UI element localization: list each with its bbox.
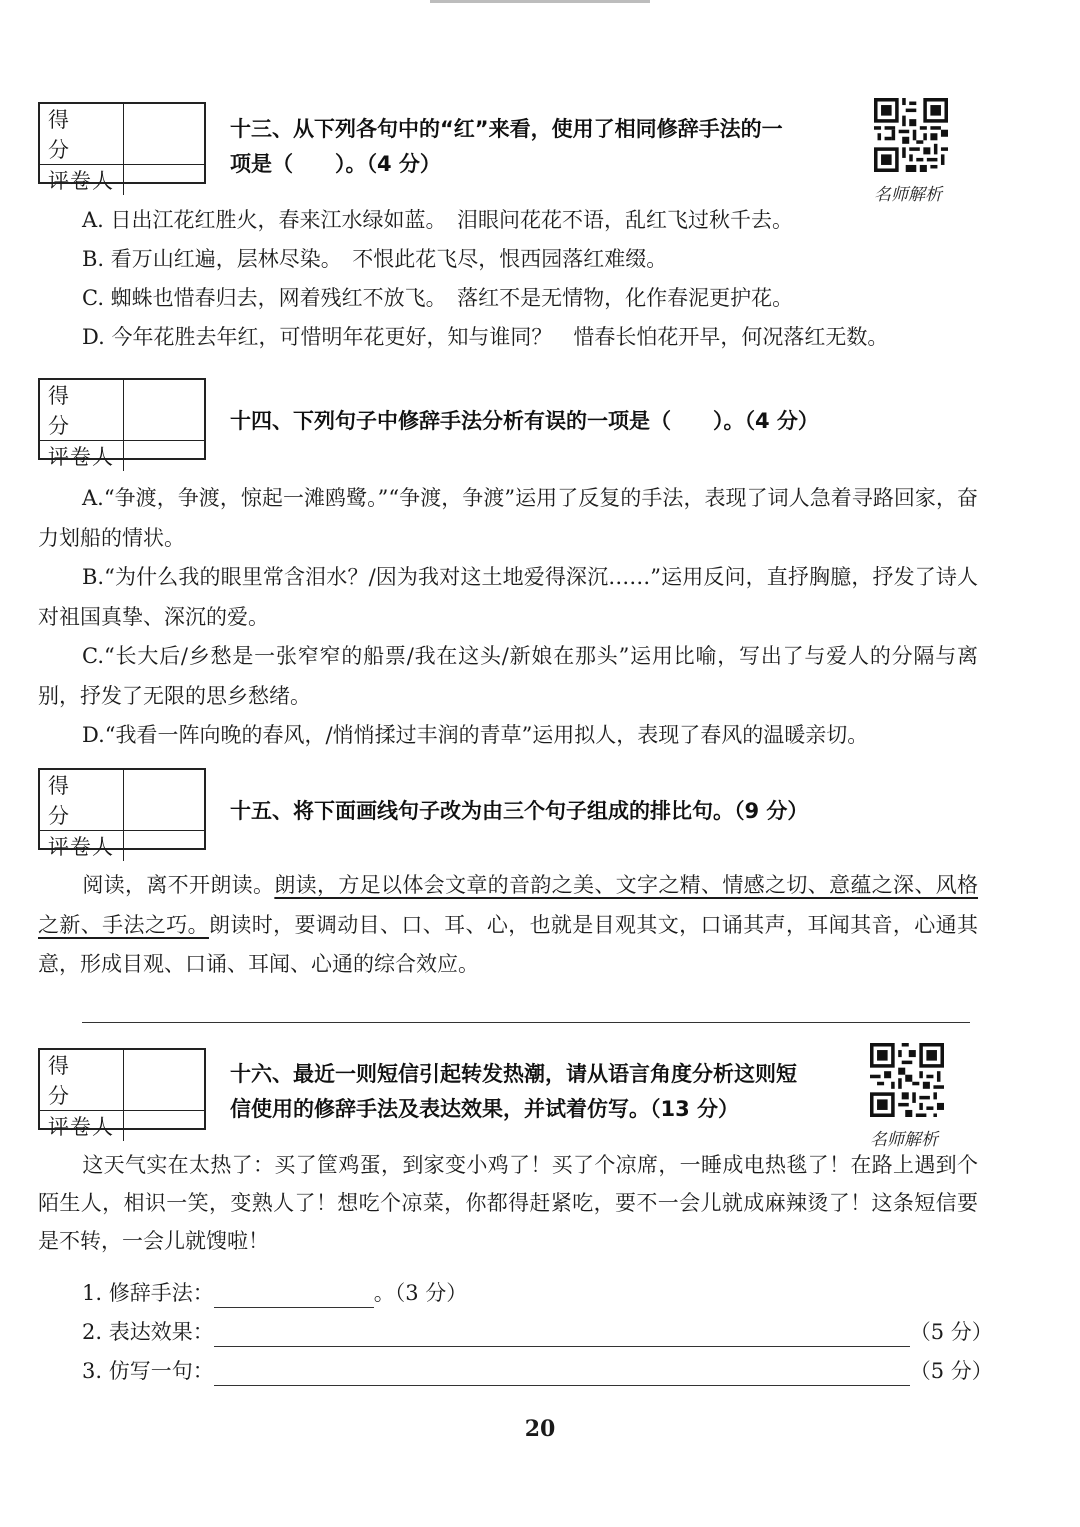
score-cell[interactable] <box>124 380 204 441</box>
marker-cell[interactable] <box>124 165 204 195</box>
q13-title-line1: 十三、从下列各句中的“红”来看，使用了相同修辞手法的一 <box>230 117 783 141</box>
q14-option-c: C.“长大后/乡愁是一张窄窄的船票/我在这头/新娘在那头”运用比喻，写出了与爱人的分隔与离别，抒发了无限的思乡愁绪。 <box>38 644 978 708</box>
score-box-q15 <box>38 768 206 859</box>
qr-label: 名师解析 <box>874 185 942 205</box>
q14-option-d: D.“我看一阵向晚的春风，/悄悄揉过丰润的青草”运用拟人，表现了春风的温暖亲切。 <box>82 723 869 747</box>
q15-title: 十五、将下面画线句子改为由三个句子组成的排比句。（9 分） <box>230 799 809 823</box>
marker-cell[interactable] <box>124 441 204 471</box>
qr-label: 名师解析 <box>870 1130 938 1150</box>
q16-item-3-points: （5 分） <box>909 1359 993 1383</box>
score-label: 得分 <box>40 1050 124 1111</box>
score-box-q14 <box>38 378 206 469</box>
answer-blank-3[interactable] <box>214 1361 910 1386</box>
q16-title-line1: 十六、最近一则短信引起转发热潮，请从语言角度分析这则短 <box>230 1062 797 1086</box>
q13-option-c: C. 蜘蛛也惜春归去，网着残红不放飞。 落红不是无情物，化作春泥更护花。 <box>82 286 794 310</box>
marker-label: 评卷人 <box>40 831 124 861</box>
q16-message: 这天气实在太热了：买了筐鸡蛋，到家变小鸡了！买了个凉席，一睡成电热毯了！在路上遇到个陌生人，相识一笑，变熟人了！想吃个凉菜，你都得赶紧吃，要不一会儿就成麻辣烫了！这条短信要是不转，一会儿就馊啦！ <box>38 1153 978 1253</box>
page-number: 20 <box>524 1416 556 1442</box>
q16-item-1 <box>82 1278 467 1308</box>
q14-option-a: A.“争渡，争渡，惊起一滩鸥鹭。”“争渡，争渡”运用了反复的手法，表现了词人急着寻路回家，奋力划船的情状。 <box>38 486 978 550</box>
q16-item-1-label: 1. 修辞手法： <box>82 1281 214 1305</box>
score-label: 得分 <box>40 104 124 165</box>
q15-passage: 阅读，离不开朗读。朗读，方足以体会文章的音韵之美、文字之精、情感之切、意蕴之深、风格之新、手法之巧。朗读时，要调动目、口、耳、心，也就是目观其文，口诵其声，耳闻其音，心通其意，形成目观、口诵、耳闻、心通的综合效应。 <box>38 873 979 976</box>
q16-item-1-points: 。（3 分） <box>373 1281 468 1305</box>
answer-blank-1[interactable] <box>214 1283 374 1308</box>
answer-blank-2[interactable] <box>214 1322 910 1347</box>
score-cell[interactable] <box>124 1050 204 1111</box>
underlined-sentence: 朗读，方足以体会文章的音韵之美、文字之精、情感之切、意蕴之深、风格之新、手法之巧。 <box>38 873 979 937</box>
q13-option-d: D. 今年花胜去年红，可惜明年花更好，知与谁同？ 惜春长怕花开早，何况落红无数。 <box>82 325 889 349</box>
q13-option-b: B. 看万山红遍，层林尽染。 不恨此花飞尽，恨西园落红难缀。 <box>82 247 668 271</box>
q16-item-3 <box>82 1356 993 1386</box>
q13-option-a: A. 日出江花红胜火，春来江水绿如蓝。 泪眼问花花不语，乱红飞过秋千去。 <box>82 208 794 232</box>
score-label: 得分 <box>40 380 124 441</box>
score-label: 得分 <box>40 770 124 831</box>
qr-code-icon[interactable] <box>874 98 948 172</box>
q14-option-b: B.“为什么我的眼里常含泪水？/因为我对这土地爱得深沉……”运用反问，直抒胸臆，抒发了诗人对祖国真挚、深沉的爱。 <box>38 565 978 629</box>
score-cell[interactable] <box>124 770 204 831</box>
q16-item-3-label: 3. 仿写一句： <box>82 1359 214 1383</box>
q14-title: 十四、下列句子中修辞手法分析有误的一项是（ ）。（4 分） <box>230 409 819 433</box>
qr-code-icon[interactable] <box>870 1043 944 1117</box>
marker-cell[interactable] <box>124 831 204 861</box>
top-edge-mark <box>430 0 650 3</box>
marker-label: 评卷人 <box>40 1111 124 1141</box>
marker-label: 评卷人 <box>40 441 124 471</box>
q16-item-2 <box>82 1317 993 1347</box>
score-box-q13 <box>38 102 206 193</box>
marker-label: 评卷人 <box>40 165 124 195</box>
score-box-q16 <box>38 1048 206 1139</box>
q16-title-line2: 信使用的修辞手法及表达效果，并试着仿写。（13 分） <box>230 1097 740 1121</box>
marker-cell[interactable] <box>124 1111 204 1141</box>
q16-item-2-points: （5 分） <box>909 1320 993 1344</box>
q16-item-2-label: 2. 表达效果： <box>82 1320 214 1344</box>
score-cell[interactable] <box>124 104 204 165</box>
q15-answer-line[interactable] <box>82 1022 970 1023</box>
q13-title-line2: 项是（ ）。（4 分） <box>230 152 441 176</box>
